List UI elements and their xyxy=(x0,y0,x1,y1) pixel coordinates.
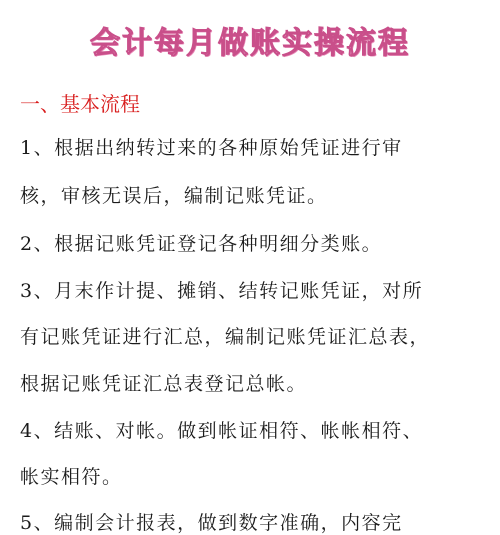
document-title: 会计每月做账实操流程 xyxy=(90,26,410,61)
step-1-line-2: 核，审核无误后，编制记账凭证。 xyxy=(20,185,328,207)
step-4-line-1: 4、结账、对帐。做到帐证相符、帐帐相符、 xyxy=(20,420,424,442)
step-5-line-1: 5、编制会计报表，做到数字准确，内容完 xyxy=(20,512,403,534)
section-heading: 一、基本流程 xyxy=(20,92,140,116)
step-2-line-1: 2、根据记账凭证登记各种明细分类账。 xyxy=(20,233,383,255)
step-4-line-2: 帐实相符。 xyxy=(20,466,123,488)
step-3-line-1: 3、月末作计提、摊销、结转记账凭证，对所 xyxy=(20,280,424,302)
step-3-line-3: 根据记账凭证汇总表登记总帐。 xyxy=(20,373,308,395)
step-3-line-2: 有记账凭证进行汇总，编制记账凭证汇总表， xyxy=(20,326,431,348)
step-1-line-1: 1、根据出纳转过来的各种原始凭证进行审 xyxy=(20,137,403,159)
